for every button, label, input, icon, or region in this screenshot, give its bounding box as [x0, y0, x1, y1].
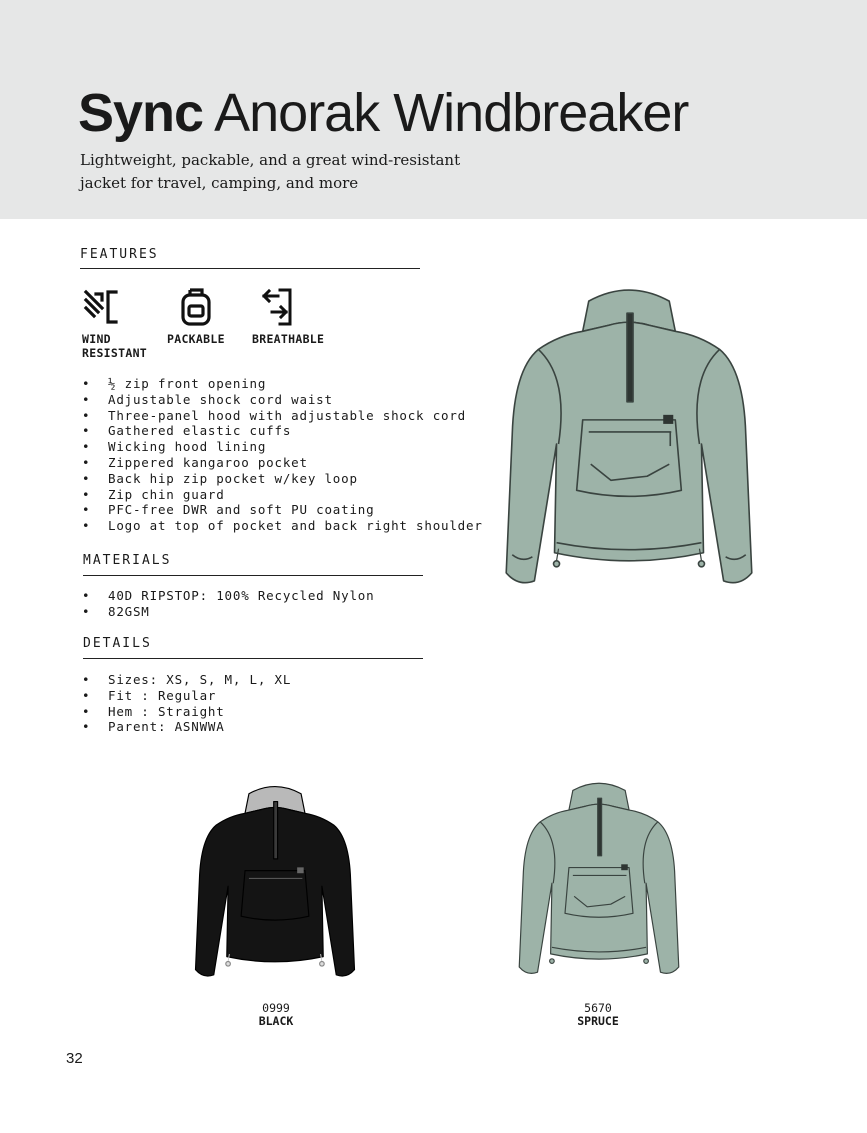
jacket-swatch-black[interactable]	[190, 782, 360, 988]
list-item: • Sizes: XS, S, M, L, XL	[80, 672, 291, 688]
list-item: • Fit : Regular	[80, 688, 291, 704]
list-item: • Adjustable shock cord waist	[80, 392, 483, 408]
breathable-icon	[256, 286, 324, 328]
product-title	[78, 80, 688, 146]
list-item: • PFC-free DWR and soft PU coating	[80, 502, 483, 518]
product-title-brand: Sync	[78, 83, 204, 143]
materials-list	[80, 588, 374, 620]
header-band	[0, 0, 867, 219]
materials-heading: MATERIALS	[83, 553, 172, 568]
details-heading: DETAILS	[83, 636, 152, 651]
list-item: • Back hip zip pocket w/key loop	[80, 471, 483, 487]
wind-resistant-icon	[82, 286, 147, 328]
swatch-code: 0999	[262, 1001, 290, 1015]
list-item: • Zip chin guard	[80, 487, 483, 503]
wind-resistant-label: WIND RESISTANT	[82, 332, 148, 360]
list-item: • Wicking hood lining	[80, 439, 483, 455]
subtitle-line-1: Lightweight, packable, and a great wind-resistant	[80, 151, 461, 169]
list-item: • Zippered kangaroo pocket	[80, 455, 483, 471]
product-title-name: Anorak Windbreaker	[214, 83, 689, 143]
list-item: • 82GSM	[80, 604, 374, 620]
breathable-label: BREATHABLE	[252, 332, 325, 346]
page-number: 32	[66, 1050, 83, 1067]
list-item: • Hem : Straight	[80, 704, 291, 720]
list-item: • Gathered elastic cuffs	[80, 423, 483, 439]
features-heading: FEATURES	[80, 247, 159, 262]
feature-breathable	[252, 286, 324, 346]
feature-packable	[167, 286, 225, 346]
jacket-illustration-main	[498, 283, 760, 599]
list-item: • Logo at top of pocket and back right shoulder	[80, 518, 483, 534]
swatch-code: 5670	[584, 1001, 612, 1015]
subtitle-line-2: jacket for travel, camping, and more	[80, 174, 359, 192]
list-item: • Three-panel hood with adjustable shock cord	[80, 408, 483, 424]
materials-divider	[83, 575, 423, 576]
packable-label: PACKABLE	[167, 332, 225, 346]
swatch-label-black	[216, 1002, 336, 1028]
list-item: • Parent: ASNWWA	[80, 719, 291, 735]
swatch-label-spruce	[538, 1002, 658, 1028]
packable-icon	[179, 286, 225, 328]
list-item: • ½ zip front opening	[80, 376, 483, 392]
jacket-swatch-spruce[interactable]	[514, 778, 684, 986]
list-item: • 40D RIPSTOP: 100% Recycled Nylon	[80, 588, 374, 604]
swatch-name: SPRUCE	[577, 1014, 619, 1028]
features-divider	[80, 268, 420, 269]
details-divider	[83, 658, 423, 659]
features-list	[80, 376, 483, 534]
swatch-name: BLACK	[258, 1014, 294, 1028]
feature-wind-resistant	[82, 286, 147, 360]
details-list	[80, 672, 291, 735]
product-subtitle	[80, 149, 500, 195]
